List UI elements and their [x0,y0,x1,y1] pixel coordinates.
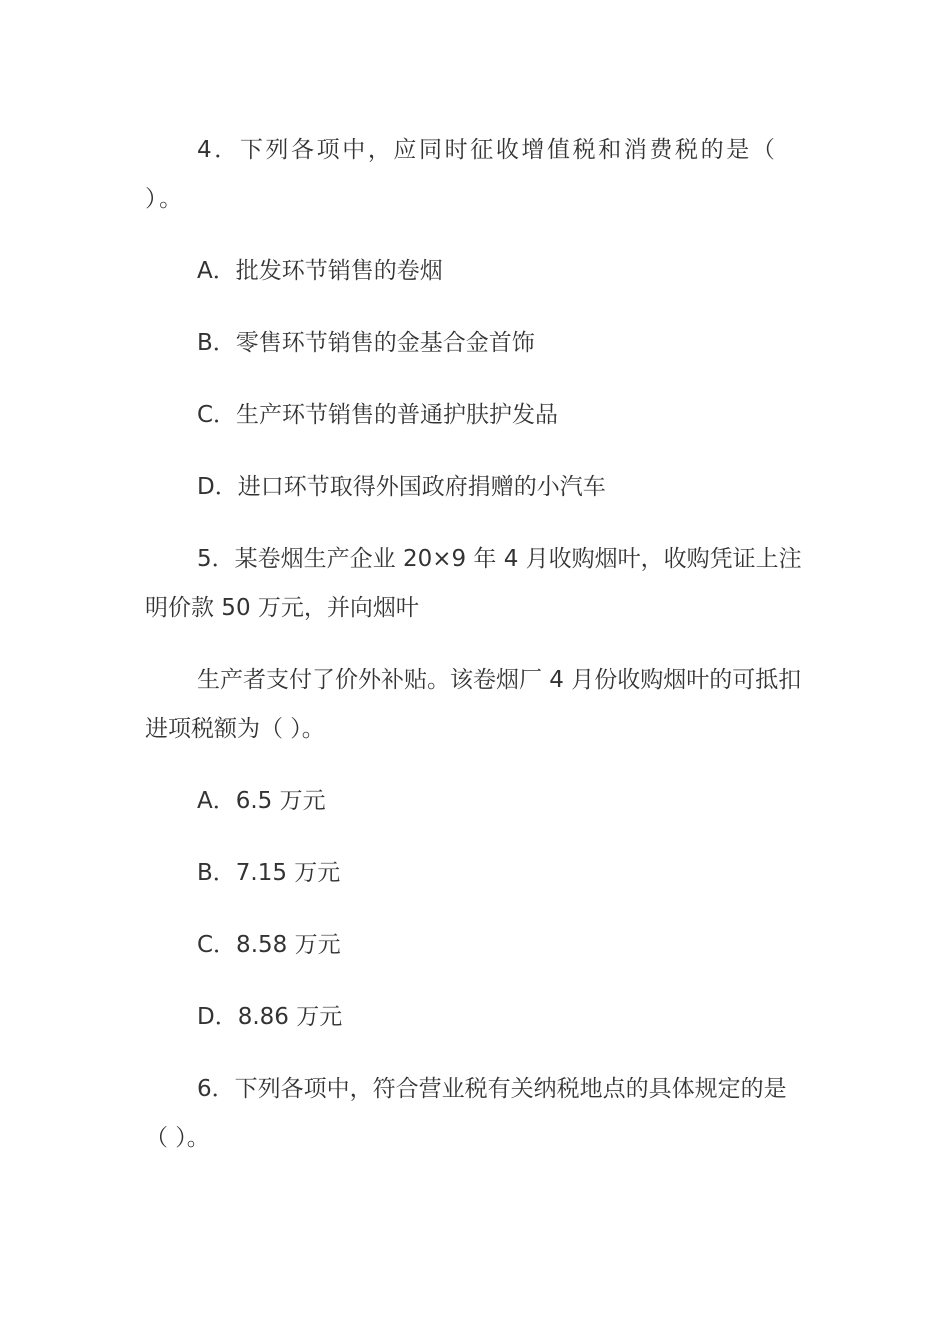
question-4-option-b: B．零售环节销售的金基合金首饰 [197,330,535,356]
question-5-stem-part1: 5．某卷烟生产企业 20×9 年 4 月收购烟叶，收购凭证上注明价款 50 万元，并向烟叶 [145,546,802,621]
question-5-option-d: D．8.86 万元 [197,1004,343,1030]
question-5-option-a: A．6.5 万元 [197,788,326,814]
question-4-option-a: A．批发环节销售的卷烟 [197,258,443,284]
question-4-option-c: C．生产环节销售的普通护肤护发品 [197,402,559,428]
question-6-stem: 6．下列各项中，符合营业税有关纳税地点的具体规定的是（ ）。 [145,1076,787,1151]
question-4-option-d: D．进口环节取得外国政府捐赠的小汽车 [197,474,606,500]
question-5-option-b: B．7.15 万元 [197,860,341,886]
question-4-stem: 4．下列各项中，应同时征收增值税和消费税的是（ ）。 [145,137,778,212]
question-5-option-c: C．8.58 万元 [197,932,341,958]
question-list [145,126,805,1163]
question-5-stem-part2: 生产者支付了价外补贴。该卷烟厂 4 月份收购烟叶的可抵扣进项税额为（ ）。 [145,667,802,742]
